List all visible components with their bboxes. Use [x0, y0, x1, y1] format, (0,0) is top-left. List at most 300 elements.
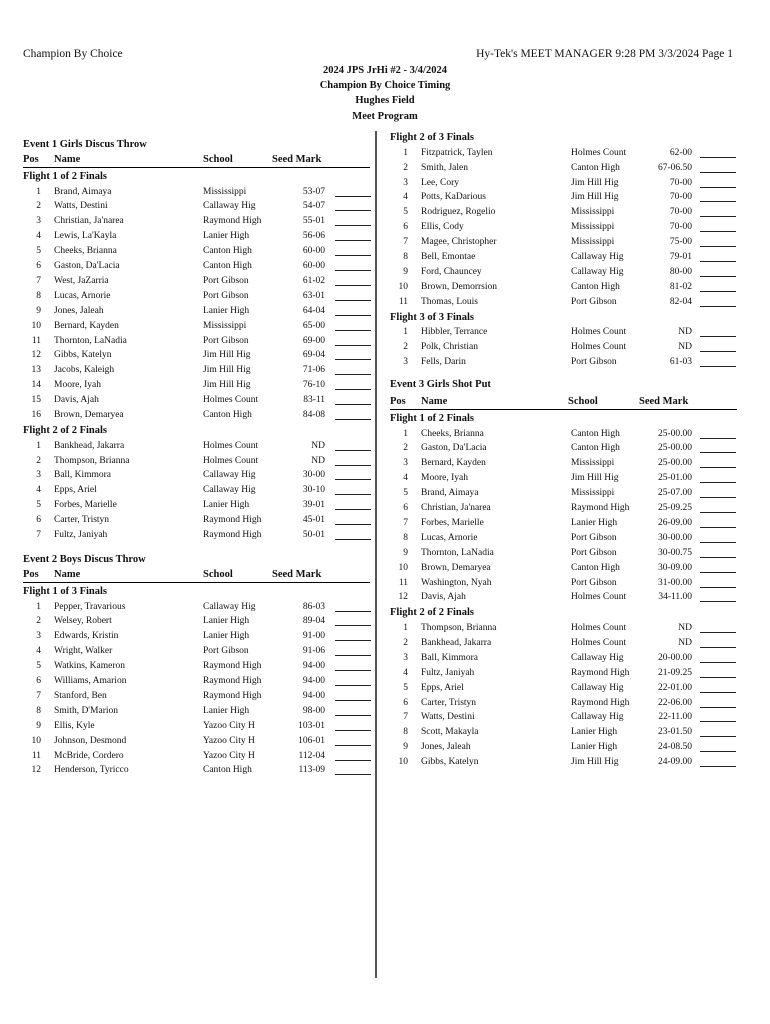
entry-school: Lanier High	[203, 231, 250, 242]
entry-row	[390, 325, 737, 340]
entry-pos: 11	[398, 296, 408, 307]
entry-name: Washington, Nyah	[421, 577, 492, 588]
entry-name: Moore, Iyah	[54, 380, 101, 391]
flight-title: Flight 3 of 3 Finals	[390, 311, 475, 323]
entry-row	[390, 265, 737, 280]
flight-title: Flight 2 of 2 Finals	[390, 607, 475, 619]
result-blank-line	[700, 452, 736, 453]
result-blank-line	[700, 512, 736, 513]
column-header-school: School	[568, 395, 598, 407]
result-blank-line	[335, 494, 371, 495]
entry-school: Canton High	[203, 409, 252, 420]
entry-name: Magee, Christopher	[421, 237, 497, 248]
result-blank-line	[335, 285, 371, 286]
entry-pos: 3	[36, 216, 41, 227]
column-header-school: School	[203, 153, 233, 165]
entry-pos: 5	[36, 246, 41, 257]
entry-pos: 1	[403, 147, 408, 158]
result-blank-line	[700, 601, 736, 602]
entry-row	[390, 340, 737, 355]
entry-row	[390, 531, 737, 546]
result-blank-line	[335, 359, 371, 360]
column-header-pos: Pos	[23, 153, 39, 165]
entry-row	[390, 546, 737, 561]
entry-pos: 2	[403, 637, 408, 648]
result-blank-line	[700, 542, 736, 543]
entry-school: Jim Hill Hig	[203, 365, 251, 376]
result-blank-line	[700, 351, 736, 352]
entry-school: Lanier High	[203, 616, 250, 627]
column-header-name: Name	[421, 395, 448, 407]
entry-school: Canton High	[571, 281, 620, 292]
entry-seed-mark: 69-00	[302, 335, 325, 346]
entry-seed-mark: 22-11.00	[658, 712, 692, 723]
entry-school: Yazoo City H	[203, 735, 255, 746]
entry-name: Brown, Demorrsion	[421, 281, 497, 292]
meet-program-label: Meet Program	[352, 110, 418, 122]
result-blank-line	[700, 647, 736, 648]
entry-seed-mark: 84-08	[302, 409, 325, 420]
entry-name: Ball, Kimmora	[54, 470, 111, 481]
entry-pos: 9	[403, 266, 408, 277]
meet-title: 2024 JPS JrHi #2 - 3/4/2024	[323, 65, 447, 76]
entry-seed-mark: 83-11	[303, 395, 325, 406]
result-blank-line	[700, 557, 736, 558]
entry-row	[390, 576, 737, 591]
entry-name: Watts, Destini	[54, 201, 108, 212]
entry-seed-mark: 30-00.00	[657, 532, 692, 543]
entry-row	[23, 600, 370, 615]
entry-school: Holmes Count	[571, 592, 627, 603]
entry-name: Cheeks, Brianna	[421, 428, 484, 439]
result-blank-line	[335, 240, 371, 241]
result-blank-line	[700, 482, 736, 483]
entry-name: Bernard, Kayden	[54, 320, 119, 331]
entry-name: Lucas, Arnorie	[54, 290, 111, 301]
column-header-row	[23, 568, 370, 583]
entry-name: Jones, Jaleah	[421, 742, 471, 753]
entry-pos: 8	[36, 705, 41, 716]
entry-pos: 8	[403, 532, 408, 543]
result-blank-line	[335, 774, 371, 775]
entry-row	[23, 214, 370, 229]
entry-school: Mississippi	[203, 320, 247, 331]
entry-school: Callaway Hig	[571, 652, 624, 663]
result-blank-line	[335, 760, 371, 761]
flight-rows	[23, 600, 370, 779]
entry-school: Mississippi	[571, 222, 615, 233]
result-blank-line	[335, 210, 371, 211]
entry-row	[23, 614, 370, 629]
entry-pos: 5	[403, 207, 408, 218]
entry-name: Bell, Emontae	[421, 252, 476, 263]
result-blank-line	[700, 721, 736, 722]
entry-name: Watts, Destini	[421, 712, 475, 723]
entry-school: Port Gibson	[571, 357, 617, 368]
entry-seed-mark: 91-06	[302, 646, 325, 657]
entry-name: Watkins, Kameron	[54, 661, 125, 672]
entry-pos: 11	[31, 750, 41, 761]
entry-row	[23, 244, 370, 259]
entry-school: Raymond High	[571, 697, 630, 708]
entry-seed-mark: ND	[678, 327, 692, 338]
result-blank-line	[700, 157, 736, 158]
entry-name: Epps, Ariel	[54, 485, 97, 496]
entry-school: Port Gibson	[203, 335, 249, 346]
result-blank-line	[335, 315, 371, 316]
result-blank-line	[700, 751, 736, 752]
entry-pos: 10	[398, 562, 408, 573]
result-blank-line	[335, 539, 371, 540]
entry-pos: 9	[403, 547, 408, 558]
entry-school: Callaway Hig	[571, 252, 624, 263]
entry-name: Forbes, Marielle	[421, 517, 484, 528]
event-2-boys-discus	[23, 553, 370, 778]
column-header-name: Name	[54, 153, 81, 165]
entry-pos: 2	[403, 342, 408, 353]
entry-row	[23, 454, 370, 469]
result-blank-line	[700, 572, 736, 573]
entry-name: Davis, Ajah	[421, 592, 466, 603]
entry-seed-mark: 24-09.00	[657, 757, 692, 768]
flight-title: Flight 1 of 2 Finals	[23, 170, 108, 182]
entry-pos: 7	[36, 275, 41, 286]
entry-pos: 15	[31, 395, 41, 406]
result-blank-line	[335, 374, 371, 375]
entry-seed-mark: 63-01	[302, 290, 325, 301]
entry-row	[390, 161, 737, 176]
entry-school: Port Gibson	[571, 532, 617, 543]
entry-school: Port Gibson	[571, 296, 617, 307]
entry-pos: 10	[398, 281, 408, 292]
entry-seed-mark: 76-10	[302, 380, 325, 391]
entry-school: Jim Hill Hig	[571, 177, 619, 188]
entry-name: Hibbler, Terrance	[421, 327, 488, 338]
entry-pos: 9	[36, 720, 41, 731]
entry-name: Smith, Jalen	[421, 162, 468, 173]
entry-name: Stanford, Ben	[54, 690, 107, 701]
entry-seed-mark: ND	[311, 455, 325, 466]
entry-name: McBride, Cordero	[54, 750, 124, 761]
entry-name: Williams, Amarion	[54, 676, 127, 687]
entry-name: Brand, Aimaya	[54, 186, 112, 197]
entry-school: Holmes Count	[203, 395, 259, 406]
entry-pos: 7	[403, 517, 408, 528]
result-blank-line	[700, 467, 736, 468]
entry-school: Lanier High	[571, 517, 618, 528]
entry-seed-mark: ND	[678, 342, 692, 353]
entry-pos: 3	[403, 652, 408, 663]
entry-name: Davis, Ajah	[54, 395, 99, 406]
entry-pos: 10	[398, 757, 408, 768]
entry-school: Holmes Count	[203, 455, 259, 466]
column-header-seed: Seed Mark	[639, 395, 689, 407]
meet-venue: Hughes Field	[355, 95, 415, 107]
result-blank-line	[335, 625, 371, 626]
entry-seed-mark: ND	[678, 623, 692, 634]
entry-pos: 12	[31, 765, 41, 776]
entry-seed-mark: 94-00	[302, 676, 325, 687]
entry-row	[390, 740, 737, 755]
entry-seed-mark: 23-01.50	[657, 727, 692, 738]
flight-title: Flight 1 of 2 Finals	[390, 412, 475, 424]
entry-seed-mark: 56-06	[302, 231, 325, 242]
entry-name: Brand, Aimaya	[421, 488, 479, 499]
entry-row	[23, 644, 370, 659]
header-software-info: Hy-Tek's MEET MANAGER 9:28 PM 3/3/2024 Page 1	[476, 48, 733, 60]
entry-row	[23, 408, 370, 423]
entry-row	[23, 659, 370, 674]
entry-school: Lanier High	[203, 631, 250, 642]
entry-seed-mark: 94-00	[302, 661, 325, 672]
flight-rows	[390, 621, 737, 770]
entry-pos: 1	[36, 186, 41, 197]
entry-seed-mark: 50-01	[302, 529, 325, 540]
entry-seed-mark: 112-04	[298, 750, 325, 761]
column-header-school: School	[203, 568, 233, 580]
entry-pos: 4	[403, 667, 408, 678]
entry-pos: 1	[403, 428, 408, 439]
entry-school: Holmes Count	[571, 623, 627, 634]
entry-name: Thornton, LaNadia	[421, 547, 494, 558]
entry-pos: 7	[403, 712, 408, 723]
entry-school: Canton High	[571, 443, 620, 454]
entry-row	[390, 176, 737, 191]
column-header-seed: Seed Mark	[272, 568, 322, 580]
entry-row	[390, 590, 737, 605]
entry-row	[23, 468, 370, 483]
result-blank-line	[700, 438, 736, 439]
entry-seed-mark: 25-09.25	[657, 503, 692, 514]
flight-rows	[390, 146, 737, 310]
entry-seed-mark: 103-01	[298, 720, 325, 731]
result-blank-line	[335, 330, 371, 331]
entry-name: Smith, D'Marion	[54, 705, 118, 716]
entry-seed-mark: 20-00.00	[657, 652, 692, 663]
entry-school: Lanier High	[203, 500, 250, 511]
entry-school: Mississippi	[571, 458, 615, 469]
entry-seed-mark: 113-09	[298, 765, 325, 776]
entry-seed-mark: 82-04	[669, 296, 692, 307]
entry-pos: 13	[31, 365, 41, 376]
result-blank-line	[700, 707, 736, 708]
entry-row	[23, 498, 370, 513]
entry-name: Moore, Iyah	[421, 473, 468, 484]
result-blank-line	[335, 524, 371, 525]
entry-school: Mississippi	[571, 488, 615, 499]
entry-seed-mark: 45-01	[302, 515, 325, 526]
result-blank-line	[700, 632, 736, 633]
result-blank-line	[700, 261, 736, 262]
entry-row	[390, 621, 737, 636]
result-blank-line	[700, 587, 736, 588]
entry-school: Canton High	[571, 428, 620, 439]
entry-school: Raymond High	[203, 216, 262, 227]
entry-name: Johnson, Desmond	[54, 735, 127, 746]
entry-pos: 9	[403, 742, 408, 753]
entry-seed-mark: 91-00	[302, 631, 325, 642]
entry-name: Rodriguez, Rogelio	[421, 207, 496, 218]
entry-name: Ball, Kimmora	[421, 652, 478, 663]
entry-name: Fitzpatrick, Taylen	[421, 147, 493, 158]
entry-school: Canton High	[571, 562, 620, 573]
entry-name: Jones, Jaleah	[54, 305, 104, 316]
entry-pos: 6	[403, 222, 408, 233]
entry-row	[23, 528, 370, 543]
entry-name: West, JaZarria	[54, 275, 109, 286]
entry-school: Port Gibson	[571, 577, 617, 588]
entry-seed-mark: 79-01	[669, 252, 692, 263]
event-1-girls-discus	[23, 138, 370, 543]
entry-row	[390, 190, 737, 205]
result-blank-line	[700, 766, 736, 767]
entry-pos: 16	[31, 409, 41, 420]
entry-seed-mark: 25-00.00	[657, 428, 692, 439]
entry-pos: 3	[403, 458, 408, 469]
entry-seed-mark: 69-04	[302, 350, 325, 361]
entry-seed-mark: 25-01.00	[657, 473, 692, 484]
result-blank-line	[335, 611, 371, 612]
entry-seed-mark: 89-04	[302, 616, 325, 627]
result-blank-line	[700, 306, 736, 307]
entry-school: Holmes Count	[203, 440, 259, 451]
result-blank-line	[700, 692, 736, 693]
entry-school: Canton High	[203, 261, 252, 272]
entry-seed-mark: 30-00	[302, 470, 325, 481]
entry-name: Brown, Demaryea	[54, 409, 124, 420]
entry-row	[23, 334, 370, 349]
entry-pos: 2	[36, 455, 41, 466]
result-blank-line	[335, 509, 371, 510]
result-blank-line	[700, 231, 736, 232]
entry-seed-mark: 62-00	[669, 147, 692, 158]
result-blank-line	[700, 497, 736, 498]
result-blank-line	[335, 730, 371, 731]
result-blank-line	[335, 745, 371, 746]
entry-row	[23, 185, 370, 200]
entry-school: Holmes Count	[571, 637, 627, 648]
entry-name: Lee, Cory	[421, 177, 459, 188]
entry-pos: 9	[36, 305, 41, 316]
result-blank-line	[335, 479, 371, 480]
entry-seed-mark: 21-09.25	[657, 667, 692, 678]
entry-name: Scott, Makayla	[421, 727, 479, 738]
entry-row	[390, 355, 737, 370]
result-blank-line	[700, 246, 736, 247]
result-blank-line	[700, 276, 736, 277]
entry-row	[23, 319, 370, 334]
entry-row	[390, 456, 737, 471]
entry-school: Holmes Count	[571, 327, 627, 338]
entry-row	[390, 427, 737, 442]
entry-row	[23, 348, 370, 363]
column-divider	[375, 131, 377, 978]
entry-school: Jim Hill Hig	[203, 380, 251, 391]
entry-seed-mark: 65-00	[302, 320, 325, 331]
entry-school: Canton High	[203, 765, 252, 776]
entry-name: Brown, Demaryea	[421, 562, 491, 573]
entry-seed-mark: 25-07.00	[657, 488, 692, 499]
entry-row	[23, 199, 370, 214]
entry-row	[390, 146, 737, 161]
column-header-seed: Seed Mark	[272, 153, 322, 165]
entry-pos: 12	[31, 350, 41, 361]
entry-seed-mark: 81-02	[669, 281, 692, 292]
entry-pos: 7	[36, 690, 41, 701]
entry-pos: 4	[36, 485, 41, 496]
entry-seed-mark: ND	[678, 637, 692, 648]
entry-school: Raymond High	[203, 529, 262, 540]
entry-name: Fells, Darin	[421, 357, 466, 368]
column-header-pos: Pos	[23, 568, 39, 580]
entry-name: Jacobs, Kaleigh	[54, 365, 115, 376]
entry-pos: 8	[36, 290, 41, 301]
result-blank-line	[335, 715, 371, 716]
column-header-row	[390, 395, 737, 410]
column-header-row	[23, 153, 370, 168]
result-blank-line	[700, 172, 736, 173]
entry-pos: 4	[36, 646, 41, 657]
entry-school: Jim Hill Hig	[203, 350, 251, 361]
entry-name: Carter, Tristyn	[421, 697, 477, 708]
column-header-pos: Pos	[390, 395, 406, 407]
entry-school: Mississippi	[571, 237, 615, 248]
entry-school: Lanier High	[203, 705, 250, 716]
entry-school: Raymond High	[571, 667, 630, 678]
entry-name: Cheeks, Brianna	[54, 246, 117, 257]
entry-row	[23, 259, 370, 274]
entry-seed-mark: 71-06	[302, 365, 325, 376]
result-blank-line	[700, 187, 736, 188]
entry-name: Bankhead, Jakarra	[54, 440, 125, 451]
result-blank-line	[335, 655, 371, 656]
entry-school: Callaway Hig	[203, 201, 256, 212]
entry-name: Henderson, Tyricco	[54, 765, 129, 776]
result-blank-line	[335, 685, 371, 686]
result-blank-line	[335, 196, 371, 197]
entry-name: Bankhead, Jakarra	[421, 637, 492, 648]
entry-row	[390, 516, 737, 531]
entry-name: Forbes, Marielle	[54, 500, 117, 511]
entry-row	[23, 704, 370, 719]
entry-seed-mark: 60-00	[302, 261, 325, 272]
entry-pos: 5	[403, 488, 408, 499]
entry-seed-mark: 24-08.50	[657, 742, 692, 753]
entry-name: Ellis, Cody	[421, 222, 464, 233]
entry-pos: 11	[31, 335, 41, 346]
entry-school: Jim Hill Hig	[571, 192, 619, 203]
entry-row	[390, 441, 737, 456]
entry-school: Canton High	[203, 246, 252, 257]
entry-pos: 7	[403, 237, 408, 248]
event-2-continued	[390, 131, 737, 370]
entry-row	[23, 749, 370, 764]
entry-seed-mark: 25-00.00	[657, 443, 692, 454]
entry-pos: 2	[403, 162, 408, 173]
entry-row	[23, 513, 370, 528]
entry-school: Raymond High	[203, 690, 262, 701]
entry-row	[390, 755, 737, 770]
entry-pos: 12	[398, 592, 408, 603]
entry-name: Polk, Christian	[421, 342, 479, 353]
entry-seed-mark: 26-09.00	[657, 517, 692, 528]
entry-school: Callaway Hig	[571, 266, 624, 277]
entry-school: Mississippi	[571, 207, 615, 218]
result-blank-line	[335, 300, 371, 301]
entry-pos: 2	[36, 201, 41, 212]
entry-school: Yazoo City H	[203, 720, 255, 731]
entry-name: Fultz, Janiyah	[421, 667, 475, 678]
